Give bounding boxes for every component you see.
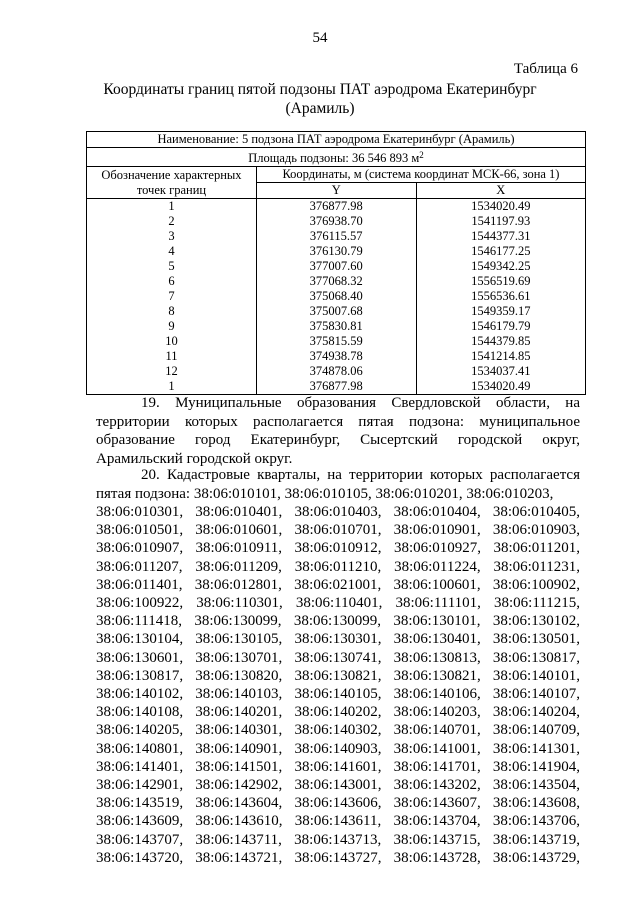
- cadastral-number: 38:06:111101,: [395, 595, 481, 612]
- point-cell: 11: [87, 349, 257, 364]
- cadastral-number: 38:06:130104,: [96, 631, 184, 648]
- y-cell: 375068.40: [256, 289, 416, 304]
- cadastral-number: 38:06:130817,: [492, 649, 580, 666]
- cadastral-number: 38:06:010404,: [393, 504, 481, 520]
- cadastral-number: 38:06:140103,: [195, 686, 283, 703]
- cadastral-number: 38:06:143728,: [393, 849, 481, 866]
- cadastral-number: 38:06:021001,: [294, 576, 382, 593]
- y-column-header: Y: [256, 183, 416, 199]
- cadastral-number: 38:06:140102,: [96, 686, 184, 703]
- cadastral-number: 38:06:143711,: [195, 831, 282, 848]
- cadastral-row: [96, 649, 580, 667]
- y-cell: 375815.59: [256, 334, 416, 349]
- cadastral-number: 38:06:130601,: [96, 649, 184, 666]
- cadastral-row: [96, 539, 580, 557]
- cadastral-number: 38:06:140301,: [195, 722, 283, 739]
- cadastral-number: 38:06:110301,: [196, 595, 283, 612]
- table-row: [87, 289, 586, 304]
- cadastral-row: [96, 576, 580, 594]
- cadastral-number: 38:06:141601,: [294, 758, 382, 775]
- table-name-row: Наименование: 5 подзона ПАТ аэродрома Екатеринбург (Арамиль): [87, 132, 586, 148]
- y-cell: 376130.79: [256, 244, 416, 259]
- cadastral-number: 38:06:143604,: [195, 795, 283, 812]
- cadastral-number: 38:06:143504,: [492, 777, 580, 794]
- cadastral-number: 38:06:011209,: [195, 558, 282, 575]
- x-cell: 1546177.25: [416, 244, 585, 259]
- cadastral-number: 38:06:140106,: [393, 686, 481, 703]
- cadastral-number: 38:06:143715,: [393, 831, 481, 848]
- cadastral-number: 38:06:140903,: [294, 740, 382, 757]
- cadastral-number: 38:06:143609,: [96, 813, 184, 830]
- cadastral-row: [96, 521, 580, 539]
- cadastral-row: [96, 667, 580, 685]
- area-unit-sup: 2: [419, 150, 424, 160]
- cadastral-number: 38:06:011401,: [96, 576, 183, 593]
- cadastral-number: 38:06:141701,: [393, 758, 481, 775]
- cadastral-number: 38:06:140801,: [96, 740, 184, 757]
- cadastral-number: 38:06:010601,: [195, 522, 283, 539]
- x-cell: 1541214.85: [416, 349, 585, 364]
- y-cell: 374938.78: [256, 349, 416, 364]
- coordinates-table: [86, 131, 586, 395]
- cadastral-number: 38:06:010927,: [393, 540, 482, 557]
- cadastral-number: 38:06:143706,: [492, 813, 580, 830]
- point-cell: 7: [87, 289, 257, 304]
- cadastral-number: 38:06:130820,: [195, 667, 283, 684]
- cadastral-number: 38:06:143707,: [96, 831, 184, 848]
- cadastral-number: 38:06:130821,: [294, 667, 382, 684]
- paragraph-19: 19. Муниципальные образования Свердловской области, на территории которых располагается пятая подзона: муниципальное образование город Екатеринбург, Сысертский городской округ, Арамильский городской округ.: [96, 395, 580, 467]
- x-cell: 1549359.17: [416, 304, 585, 319]
- y-cell: 377007.60: [256, 259, 416, 274]
- point-cell: 12: [87, 364, 257, 379]
- cadastral-row: [96, 758, 580, 776]
- y-cell: 377068.32: [256, 274, 416, 289]
- cadastral-number: 38:06:140203,: [393, 704, 481, 721]
- cadastral-number: 38:06:143727,: [294, 849, 382, 866]
- cadastral-number: 38:06:130817,: [96, 667, 184, 684]
- point-cell: 10: [87, 334, 257, 349]
- x-cell: 1556536.61: [416, 289, 585, 304]
- cadastral-number: 38:06:011207,: [96, 558, 183, 575]
- table-row: [87, 334, 586, 349]
- x-cell: 1534037.41: [416, 364, 585, 379]
- cadastral-row: [96, 630, 580, 648]
- cadastral-number: 38:06:140709,: [492, 722, 580, 739]
- cadastral-number: 38:06:011224,: [394, 558, 481, 575]
- cadastral-number: 38:06:130501,: [492, 631, 580, 648]
- point-cell: 9: [87, 319, 257, 334]
- table-row: [87, 379, 586, 395]
- cadastral-number: 38:06:143608,: [492, 795, 580, 812]
- y-cell: 376877.98: [256, 199, 416, 215]
- cadastral-number: 38:06:010401,: [195, 504, 283, 520]
- point-cell: 6: [87, 274, 257, 289]
- cadastral-number: 38:06:143729,: [492, 849, 580, 866]
- cadastral-number: 38:06:130099,: [194, 613, 282, 630]
- cadastral-number: 38:06:143719,: [492, 831, 580, 848]
- table-row: [87, 349, 586, 364]
- cadastral-number: 38:06:143721,: [195, 849, 283, 866]
- cadastral-number: 38:06:142901,: [96, 777, 184, 794]
- cadastral-row: [96, 558, 580, 576]
- cadastral-number: 38:06:130701,: [195, 649, 283, 666]
- cadastral-number: 38:06:143720,: [96, 849, 184, 866]
- cadastral-number: 38:06:130301,: [294, 631, 382, 648]
- cadastral-number: 38:06:140204,: [492, 704, 580, 721]
- x-cell: 1534020.49: [416, 199, 585, 215]
- cadastral-row: [96, 740, 580, 758]
- cadastral-number: 38:06:141001,: [393, 740, 481, 757]
- cadastral-number: 38:06:140107,: [492, 686, 580, 703]
- cadastral-number: 38:06:010903,: [492, 522, 580, 539]
- table-row: [87, 274, 586, 289]
- y-cell: 375830.81: [256, 319, 416, 334]
- cadastral-number: 38:06:010405,: [492, 504, 580, 520]
- cadastral-row: [96, 794, 580, 812]
- paragraph-20-intro: 20. Кадастровые кварталы, на территории которых располагается пятая подзона: 38:06:010101, 38:06:010105, 38:06:010201, 38:06:010203,: [96, 467, 580, 502]
- cadastral-number: 38:06:130101,: [393, 613, 481, 630]
- cadastral-number: 38:06:010403,: [294, 504, 382, 520]
- cadastral-row: [96, 721, 580, 739]
- cadastral-quarters-list: [96, 503, 580, 867]
- cadastral-row: [96, 776, 580, 794]
- x-cell: 1544379.85: [416, 334, 585, 349]
- area-text: Площадь подзоны: 36 546 893 м: [248, 151, 420, 165]
- x-cell: 1544377.31: [416, 229, 585, 244]
- cadastral-number: 38:06:011201,: [493, 540, 580, 557]
- cadastral-number: 38:06:140105,: [294, 686, 382, 703]
- cadastral-number: 38:06:143519,: [96, 795, 184, 812]
- table-row: [87, 244, 586, 259]
- cadastral-number: 38:06:143704,: [393, 813, 481, 830]
- cadastral-number: 38:06:140108,: [96, 704, 184, 721]
- cadastral-number: 38:06:111215,: [494, 595, 580, 612]
- cadastral-number: 38:06:010911,: [195, 540, 283, 557]
- cadastral-number: 38:06:010301,: [96, 504, 184, 520]
- cadastral-number: 38:06:140901,: [195, 740, 283, 757]
- x-cell: 1541197.93: [416, 214, 585, 229]
- point-cell: 5: [87, 259, 257, 274]
- table-row: [87, 364, 586, 379]
- y-cell: 376877.98: [256, 379, 416, 395]
- table-row: [87, 259, 586, 274]
- table-row: [87, 229, 586, 244]
- table-row: [87, 304, 586, 319]
- x-cell: 1549342.25: [416, 259, 585, 274]
- y-cell: 374878.06: [256, 364, 416, 379]
- point-column-header: Обозначение характерных точек границ: [87, 167, 257, 199]
- cadastral-number: 38:06:012801,: [194, 576, 282, 593]
- cadastral-row: [96, 849, 580, 867]
- cadastral-number: 38:06:130105,: [195, 631, 283, 648]
- y-cell: 376938.70: [256, 214, 416, 229]
- x-cell: 1546179.79: [416, 319, 585, 334]
- x-cell: 1556519.69: [416, 274, 585, 289]
- cadastral-number: 38:06:140201,: [195, 704, 283, 721]
- cadastral-number: 38:06:010701,: [294, 522, 382, 539]
- cadastral-number: 38:06:011231,: [493, 558, 580, 575]
- cadastral-row: [96, 612, 580, 630]
- point-cell: 1: [87, 379, 257, 395]
- coords-column-header: Координаты, м (система координат МСК-66, зона 1): [256, 167, 585, 183]
- cadastral-number: 38:06:143607,: [393, 795, 481, 812]
- cadastral-number: 38:06:130401,: [393, 631, 481, 648]
- table-label: Таблица 6: [513, 61, 578, 77]
- cadastral-row: [96, 831, 580, 849]
- cadastral-row: [96, 594, 580, 612]
- table-area-row: [87, 148, 586, 167]
- x-column-header: X: [416, 183, 585, 199]
- cadastral-number: 38:06:130102,: [492, 613, 580, 630]
- cadastral-number: 38:06:010501,: [96, 522, 184, 539]
- cadastral-row: [96, 685, 580, 703]
- point-cell: 2: [87, 214, 257, 229]
- point-cell: 1: [87, 199, 257, 215]
- cadastral-number: 38:06:143001,: [294, 777, 382, 794]
- cadastral-number: 38:06:010907,: [96, 540, 184, 557]
- y-cell: 376115.57: [256, 229, 416, 244]
- cadastral-number: 38:06:141904,: [492, 758, 580, 775]
- cadastral-number: 38:06:130821,: [393, 667, 481, 684]
- cadastral-number: 38:06:130099,: [293, 613, 381, 630]
- table-row: [87, 319, 586, 334]
- cadastral-number: 38:06:143713,: [294, 831, 382, 848]
- table-title: Координаты границ пятой подзоны ПАТ аэродрома Екатеринбург (Арамиль): [103, 81, 537, 117]
- cadastral-number: 38:06:140701,: [393, 722, 481, 739]
- cadastral-number: 38:06:141501,: [195, 758, 283, 775]
- cadastral-number: 38:06:010912,: [294, 540, 382, 557]
- cadastral-number: 38:06:111418,: [96, 613, 182, 630]
- cadastral-number: 38:06:010901,: [393, 522, 481, 539]
- cadastral-number: 38:06:100601,: [393, 576, 481, 593]
- coordinates-body: [87, 199, 586, 395]
- point-cell: 8: [87, 304, 257, 319]
- table-row: [87, 199, 586, 215]
- cadastral-number: 38:06:140202,: [294, 704, 382, 721]
- cadastral-number: 38:06:140101,: [492, 667, 580, 684]
- cadastral-row: [96, 503, 580, 521]
- cadastral-number: 38:06:130813,: [393, 649, 481, 666]
- cadastral-number: 38:06:143202,: [393, 777, 481, 794]
- point-cell: 3: [87, 229, 257, 244]
- cadastral-number: 38:06:140205,: [96, 722, 184, 739]
- cadastral-number: 38:06:140302,: [294, 722, 382, 739]
- x-cell: 1534020.49: [416, 379, 585, 395]
- cadastral-number: 38:06:143611,: [294, 813, 382, 830]
- cadastral-number: 38:06:143606,: [294, 795, 382, 812]
- cadastral-number: 38:06:100902,: [492, 576, 580, 593]
- cadastral-row: [96, 812, 580, 830]
- cadastral-number: 38:06:143610,: [195, 813, 283, 830]
- cadastral-number: 38:06:011210,: [294, 558, 382, 575]
- cadastral-number: 38:06:110401,: [295, 595, 383, 612]
- cadastral-number: 38:06:100922,: [96, 595, 184, 612]
- cadastral-number: 38:06:141301,: [492, 740, 580, 757]
- page-number: 54: [312, 30, 328, 46]
- cadastral-number: 38:06:130741,: [294, 649, 382, 666]
- point-cell: 4: [87, 244, 257, 259]
- cadastral-number: 38:06:141401,: [96, 758, 184, 775]
- cadastral-number: 38:06:142902,: [195, 777, 283, 794]
- y-cell: 375007.68: [256, 304, 416, 319]
- table-row: [87, 214, 586, 229]
- cadastral-row: [96, 703, 580, 721]
